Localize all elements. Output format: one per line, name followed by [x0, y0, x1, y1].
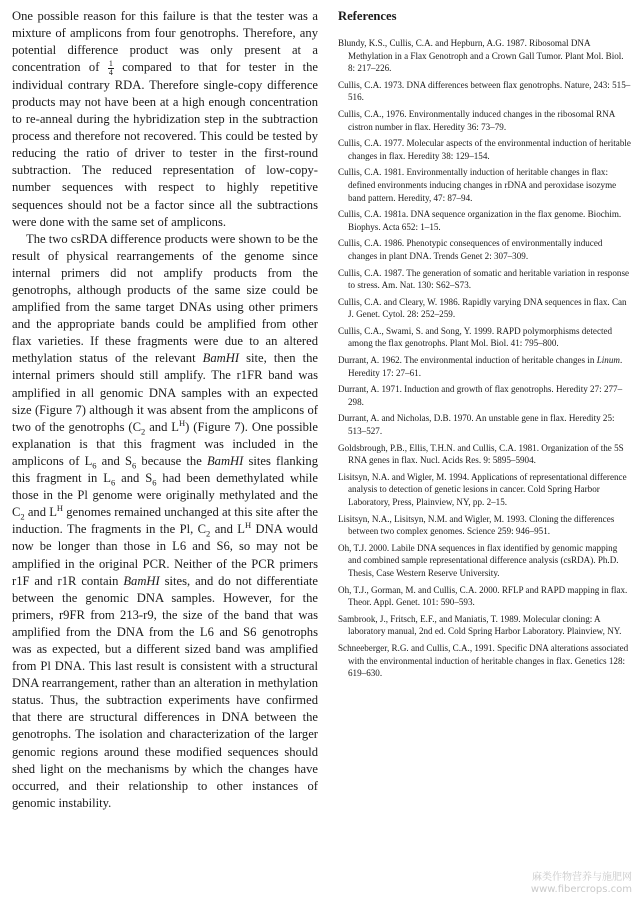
body-paragraph-2: The two csRDA difference products were shown to be the result of physical rearrangements of the genome since internal primers did not amplify products from the genotrophs, although products of the same size could be amplified from the same target DNAs using other primers and the appropriate bands could be amplified from other flax varieties. If these fragments were due to an altered methylation status of the relevant BamHI site, then the internal primers should still amplify. The r1FR band was amplified in all genomic DNA samples with an expected size (Figure 7) although it was absent from the amplicons of two of the genotrophs ($C_2$ and $L^H$) (Figure 7). One possible explanation is that this fragment was included in the amplicons of $L_6$ and $S_6$ because the BamHI sites flanking this fragment in $L_6$ and $S_6$ had been demethylated while those in the Pl genome were originally methylated and the $C_2$ and $L^H$ genomes remained unchanged at this site after the induction. The fragments in the Pl, $C_2$ and $L^H$ DNA would now be longer than those in L6 and S6, so may not be amplified in the original PCR. Neither of the PCR primers r1F and r1R contain BamHI sites, and do not differentiate between the genomic DNA samples. However, for the primers, r9FR from 213-r9, the size of the band that was amplified from the DNA from the L6 and S6 genotrophs was as expected, but a different sized band was amplified from Pl DNA. This last result is consistent with a structural DNA rearrangement, rather than an alteration in methylation status. Thus, the subtraction experiments have confirmed that there are structural differences in DNA between the genotrophs. The isolation and characterization of the larger genomic regions around these modified sequences should shed light on the mechanisms by which the changes have occurred, and their relationship to other instances of genomic instability.	[12, 231, 319, 810]
reference-item: Cullis, C.A. 1986. Phenotypic consequences of environmentally induced changes in plant DNA. Trends Genet 2: 307–309.	[338, 238, 603, 261]
reference-item: Durrant, A. and Nicholas, D.B. 1970. An unstable gene in flax. Heredity 25: 513–527.	[338, 413, 615, 437]
reference-item: Oh, T.J., Gorman, M. and Cullis, C.A. 2000. RFLP and RAPD mapping in flax. Theor. Appl. Genet. 101: 590–593.	[338, 584, 628, 608]
reference-item: Cullis, C.A. and Cleary, W. 1986. Rapidly varying DNA sequences in flax. Can J. Genet. Cytol. 28: 252–259.	[338, 296, 627, 320]
reference-item: Cullis, C.A. 1987. The generation of somatic and heritable variation in response to stress. Am. Nat. 130: S62–S73.	[338, 267, 630, 291]
reference-list	[338, 37, 632, 680]
reference-item: Cullis, C.A. 1973. DNA differences between flax genotrophs. Nature, 243: 515–516.	[338, 79, 631, 103]
reference-item: Sambrook, J., Fritsch, E.F., and Maniatis, T. 1989. Molecular cloning: A laboratory manual, 2nd ed. Cold Spring Harbor Laboratory. Plainview, NY.	[338, 613, 622, 637]
site-watermark: 麻类作物营养与施肥网 www.fibercrops.com	[530, 872, 632, 895]
reference-item: Cullis, C.A., Swami, S. and Song, Y. 1999. RAPD polymorphisms detected among the flax genotrophs. Plant Mol. Biol. 41: 795–800.	[338, 325, 613, 349]
bamhi-italic: BamHI	[202, 351, 240, 366]
references-heading: References	[338, 9, 397, 23]
reference-item: Cullis, C.A. 1981a. DNA sequence organization in the flax genome. Biochim. Biophys. Acta 652: 1–15.	[338, 209, 622, 232]
reference-item: Lisitsyn, N.A. and Wigler, M. 1994. Applications of representational difference analysis to detection of genetic lesions in cancer. Cold Spring Harbor Laboratory, Press, Plainview, NY, pp. 2–15.	[338, 471, 627, 507]
reference-item: Schneeberger, R.G. and Cullis, C.A., 1991. Specific DNA alterations associated with the environmental induction of heritable changes in flax. Genetics 128: 619–630.	[338, 642, 629, 679]
reference-item: Cullis, C.A. 1981. Environmentally induction of heritable changes in flax: defined environments inducing changes in rDNA and peroxidase isozyme band pattern. Heredity, 47: 87–94.	[338, 167, 617, 203]
reference-item: Goldsbrough, P.B., Ellis, T.H.N. and Cullis, C.A. 1981. Organization of the 5S RNA genes in flax. Nucl. Acids Res. 9: 5895–5904.	[338, 442, 624, 466]
reference-item: Oh, T.J. 2000. Labile DNA sequences in flax identified by genomic mapping and combined sample representational difference analysis (csRDA). Ph.D. Thesis, Case Western Reserve University.	[338, 542, 619, 578]
references-column	[338, 8, 632, 684]
reference-item: Durrant, A. 1971. Induction and growth of flax genotrophs. Heredity 27: 277–298.	[338, 384, 623, 407]
reference-item: Cullis, C.A. 1977. Molecular aspects of the environmental induction of heritable changes in flax. Heredity 38: 129–154.	[338, 138, 631, 161]
fraction-one-quarter: $\frac{1}{4}$	[108, 58, 113, 77]
body-paragraph-1: One possible reason for this failure is that the tester was a mixture of amplicons from four genotrophs. Therefore, any potential difference product was only present at a concentration of $\frac{1}{4}$ compared to that for tester in the individual contrary RDA. Therefore single-copy difference products may not have been at a high enough concentration to re-anneal during the hybridization step in the subtraction process and therefore not recovered. This could be tested by reducing the ratio of driver to tester in the first-round subtraction. The reduced representation of low-copy-number sequences with respect to highly repetitive sequences should not be a factor since all the subtractions were done with the same set of amplicons.	[12, 9, 318, 229]
reference-item: Lisitsyn, N.A., Lisitsyn, N.M. and Wigler, M. 1993. Cloning the differences between two complex genomes. Science 259: 946–951.	[338, 513, 615, 537]
body-column	[12, 8, 318, 812]
reference-item: Cullis, C.A., 1976. Environmentally induced changes in the ribosomal RNA cistron number in flax. Heredity 36: 73–79.	[338, 108, 615, 132]
reference-item: Blundy, K.S., Cullis, C.A. and Hepburn, A.G. 1987. Ribosomal DNA Methylation in a Flax Genotroph and a Crown Gall Tumor. Plant Mol. Biol. 8: 217–226.	[338, 38, 624, 74]
reference-item: Durrant, A. 1962. The environmental induction of heritable changes in Linum. Heredity 17: 27–61.	[338, 355, 623, 378]
